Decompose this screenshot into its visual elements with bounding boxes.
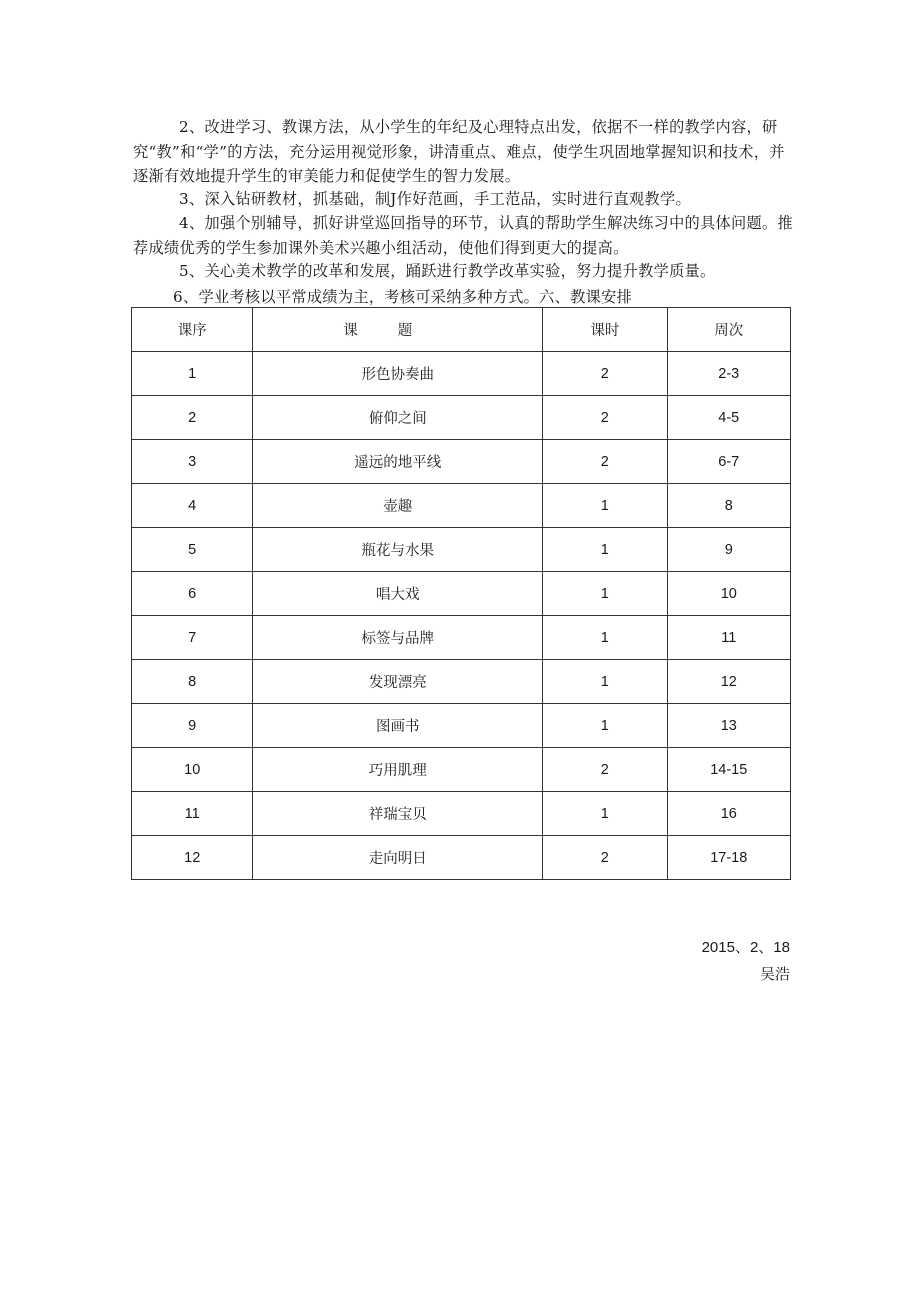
cell-weeks: 10 (667, 572, 790, 616)
cell-lesson-no: 6 (132, 572, 253, 616)
cell-lesson-no: 11 (132, 792, 253, 836)
cell-lesson-no: 8 (132, 660, 253, 704)
cell-weeks: 11 (667, 616, 790, 660)
table-row (132, 616, 791, 660)
cell-topic: 标签与品牌 (253, 616, 543, 660)
cell-topic: 瓶花与水果 (253, 528, 543, 572)
cell-hours: 2 (543, 440, 667, 484)
cell-lesson-no: 10 (132, 748, 253, 792)
cell-weeks: 16 (667, 792, 790, 836)
cell-lesson-no: 2 (132, 396, 253, 440)
cell-hours: 2 (543, 836, 667, 880)
cell-weeks: 4-5 (667, 396, 790, 440)
cell-weeks: 12 (667, 660, 790, 704)
cell-hours: 2 (543, 396, 667, 440)
cell-hours: 1 (543, 792, 667, 836)
cell-lesson-no: 1 (132, 352, 253, 396)
cell-topic: 俯仰之间 (253, 396, 543, 440)
header-weeks: 周次 (667, 308, 790, 352)
table-row (132, 792, 791, 836)
cell-topic: 发现漂亮 (253, 660, 543, 704)
cell-hours: 1 (543, 704, 667, 748)
paragraph-item-2: 2、改进学习、教课方法，从小学生的年纪及心理特点出发，依据不一样的教学内容，研究“教”和“学”的方法，充分运用视觉形象，讲清重点、难点，使学生巩固地掌握知识和技术，并逐渐有效地提升学生的审美能力和促使学生的智力发展。 (133, 118, 785, 185)
cell-topic: 唱大戏 (253, 572, 543, 616)
signature-date: 2015、2、18 (701, 939, 790, 956)
signature-author: 吴浩 (759, 965, 790, 983)
cell-topic: 图画书 (253, 704, 543, 748)
cell-hours: 1 (543, 572, 667, 616)
cell-hours: 1 (543, 616, 667, 660)
paragraph-item-5: 5、关心美术教学的改革和发展，踊跃进行教学改革实验，努力提升教学质量。 (179, 262, 716, 280)
paragraph-item-3: 3、深入钻研教材，抓基础，制J作好范画，手工范品，实时进行直观教学。 (179, 190, 691, 208)
cell-weeks: 13 (667, 704, 790, 748)
cell-topic: 巧用肌理 (253, 748, 543, 792)
lesson-schedule-table (131, 307, 791, 880)
cell-weeks: 17-18 (667, 836, 790, 880)
cell-weeks: 6-7 (667, 440, 790, 484)
table-row (132, 748, 791, 792)
cell-hours: 1 (543, 660, 667, 704)
cell-weeks: 2-3 (667, 352, 790, 396)
cell-topic: 形色协奏曲 (253, 352, 543, 396)
table-row (132, 836, 791, 880)
table-row (132, 440, 791, 484)
table-row (132, 528, 791, 572)
header-topic: 课题 (253, 308, 543, 352)
table-header-row (132, 308, 791, 352)
table-body (132, 352, 791, 880)
cell-topic: 遥远的地平线 (253, 440, 543, 484)
cell-weeks: 14-15 (667, 748, 790, 792)
header-lesson-no: 课序 (132, 308, 253, 352)
cell-lesson-no: 12 (132, 836, 253, 880)
cell-hours: 1 (543, 528, 667, 572)
cell-topic: 走向明日 (253, 836, 543, 880)
cell-lesson-no: 4 (132, 484, 253, 528)
table-row (132, 660, 791, 704)
table-row (132, 572, 791, 616)
cell-weeks: 9 (667, 528, 790, 572)
cell-hours: 2 (543, 352, 667, 396)
cell-lesson-no: 3 (132, 440, 253, 484)
table-row (132, 704, 791, 748)
table-row (132, 484, 791, 528)
table-row (132, 352, 791, 396)
cell-topic: 壶趣 (253, 484, 543, 528)
cell-topic: 祥瑞宝贝 (253, 792, 543, 836)
paragraph-item-4: 4、加强个别辅导，抓好讲堂巡回指导的环节，认真的帮助学生解决练习中的具体问题。推荐成绩优秀的学生参加课外美术兴趣小组活动，使他们得到更大的提高。 (133, 214, 793, 257)
cell-hours: 1 (543, 484, 667, 528)
cell-lesson-no: 7 (132, 616, 253, 660)
cell-weeks: 8 (667, 484, 790, 528)
table-row (132, 396, 791, 440)
cell-hours: 2 (543, 748, 667, 792)
header-hours: 课时 (543, 308, 667, 352)
paragraph-item-6: 6、学业考核以平常成绩为主，考核可采纳多种方式。六、教课安排 (173, 288, 633, 306)
cell-lesson-no: 9 (132, 704, 253, 748)
cell-lesson-no: 5 (132, 528, 253, 572)
